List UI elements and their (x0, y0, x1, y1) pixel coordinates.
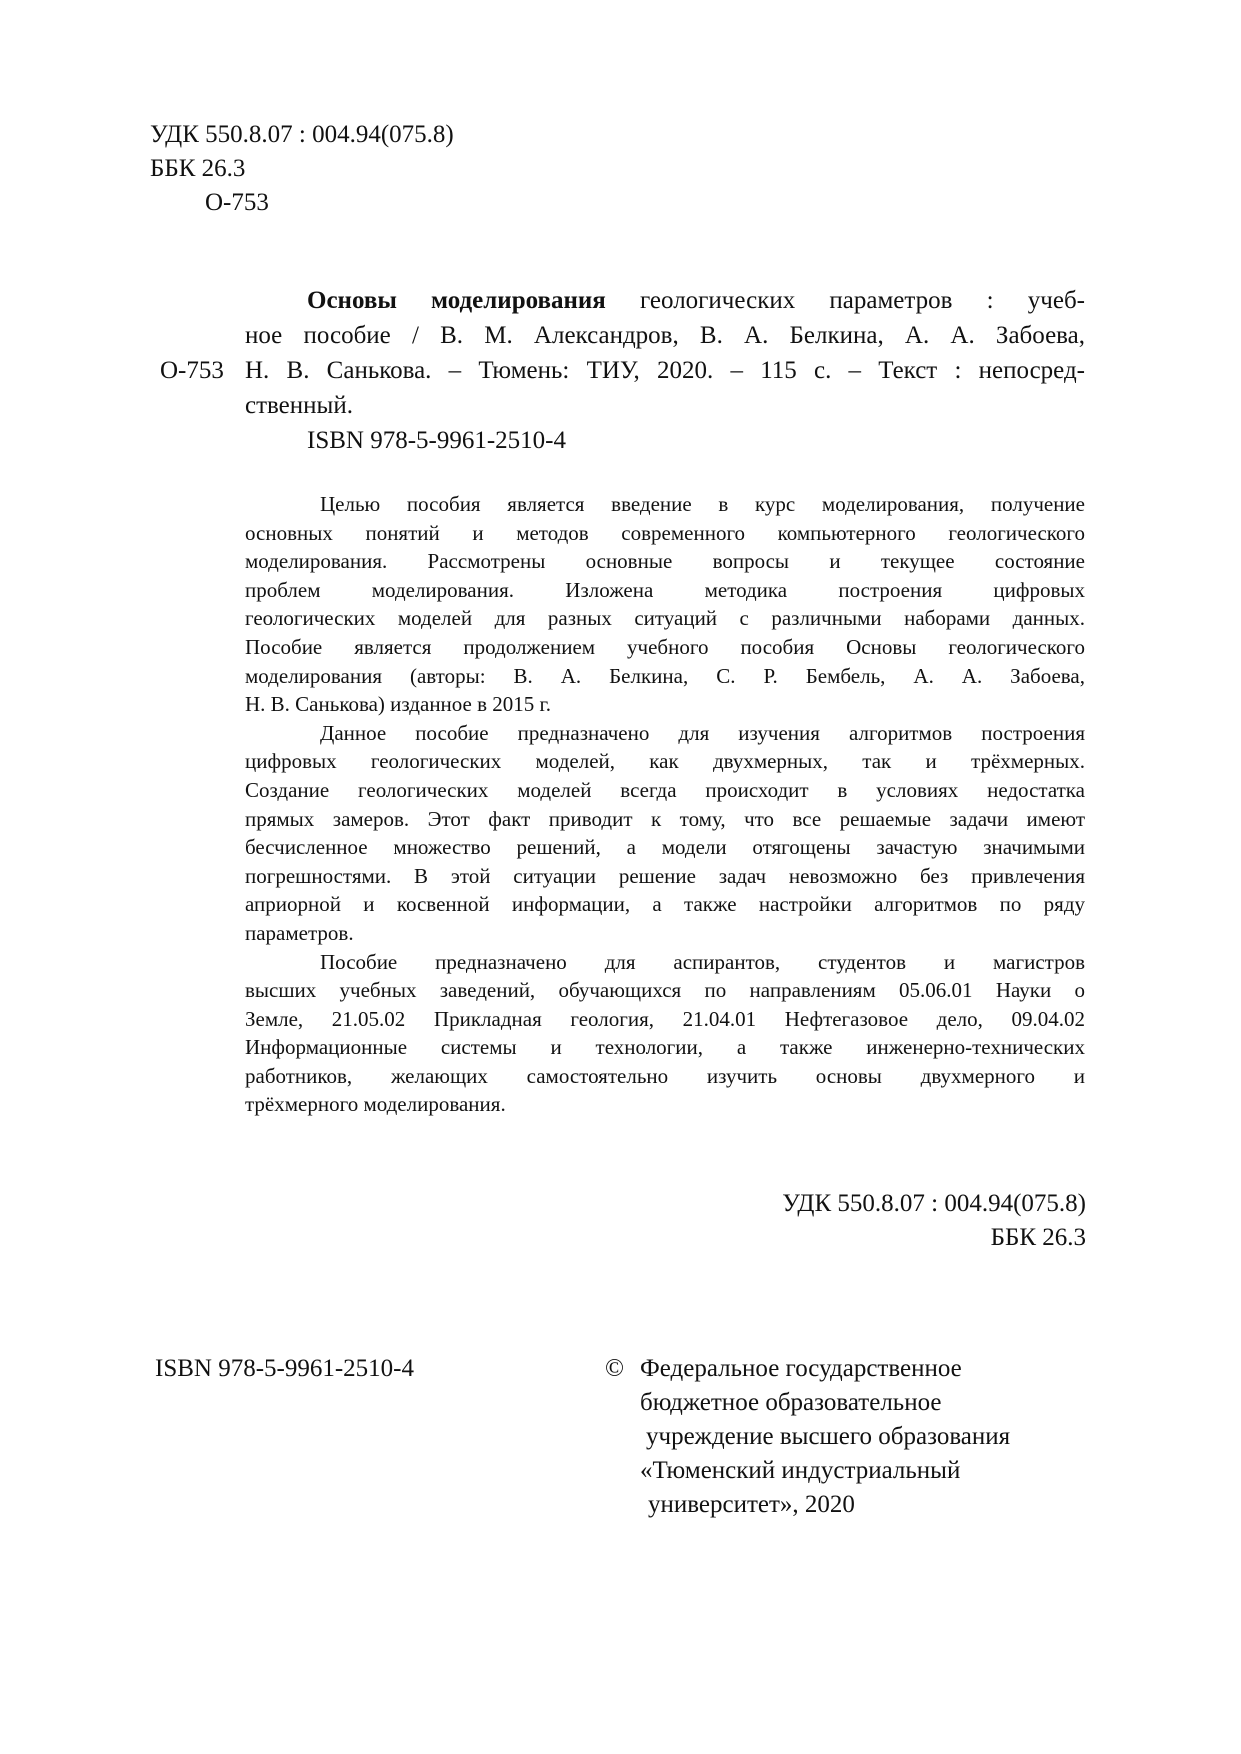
abstract-p2-line: цифровых геологических моделей, как двухмерных, так и трёхмерных. (245, 749, 1085, 774)
abstract (245, 490, 1085, 1119)
abstract-p2-line: прямых замеров. Этот факт приводит к тому, что все решаемые задачи имеют (245, 806, 1085, 831)
abstract-p3-line: трёхмерного моделирования. (245, 1092, 506, 1117)
right-udk: УДК 550.8.07 : 004.94(075.8) (782, 1190, 1086, 1217)
abstract-p3-line: Земле, 21.05.02 Прикладная геология, 21.04.01 Нефтегазовое дело, 09.04.02 (245, 1006, 1085, 1031)
abstract-p2-line: Создание геологических моделей всегда происходит в условиях недостатка (245, 777, 1085, 802)
right-bbk: ББК 26.3 (990, 1224, 1086, 1251)
copyright-block (640, 1352, 1010, 1522)
abstract-p1-line: основных понятий и методов современного компьютерного геологического (245, 520, 1085, 545)
abstract-p1-line: геологических моделей для разных ситуаций с различными наборами данных. (245, 606, 1085, 631)
top-udk: УДК 550.8.07 : 004.94(075.8) (150, 121, 454, 148)
abstract-p1-line: моделирования. Рассмотрены основные вопросы и текущее состояние (245, 549, 1085, 574)
top-classification (150, 118, 454, 220)
reference-line-1-rest: геологических параметров : учеб- (605, 287, 1085, 314)
footer-isbn: ISBN 978-5-9961-2510-4 (155, 1355, 415, 1382)
abstract-p2-line: априорной и косвенной информации, а также настройки алгоритмов по ряду (245, 892, 1085, 917)
copyright-line: университет», 2020 (648, 1491, 855, 1518)
abstract-p2-line: бесчисленное множество решений, а модели отягощены зачастую значимыми (245, 835, 1085, 860)
abstract-p2-line: погрешностями. В этой ситуации решение задач невозможно без привлечения (245, 863, 1085, 888)
top-bbk: ББК 26.3 (150, 155, 246, 182)
abstract-paragraph-3 (245, 948, 1085, 1120)
book-title: Основы моделирования (307, 287, 606, 314)
reference-line-1 (245, 283, 1085, 318)
abstract-p1-line: Пособие является продолжением учебного пособия Основы геологического (245, 634, 1085, 659)
abstract-p1-line: моделирования (авторы: В. А. Белкина, С. Р. Бембель, А. А. Забоева, (245, 663, 1085, 688)
reference-line-3: Н. В. Санькова. – Тюмень: ТИУ, 2020. – 115 с. – Текст : непосред- (245, 357, 1085, 384)
top-author-sign: О-753 (205, 189, 269, 216)
reference-isbn: ISBN 978-5-9961-2510-4 (307, 427, 567, 454)
abstract-p2-line: параметров. (245, 920, 354, 945)
copyright-sign: © (605, 1355, 624, 1382)
abstract-p3-line: высших учебных заведений, обучающихся по направлениям 05.06.01 Науки о (245, 978, 1085, 1003)
right-classification (782, 1187, 1086, 1255)
abstract-p1-line: проблем моделирования. Изложена методика построения цифровых (245, 577, 1085, 602)
reference-line-2: ное пособие / В. М. Александров, В. А. Белкина, А. А. Забоева, (245, 322, 1085, 349)
copyright-line: Федеральное государственное (640, 1355, 962, 1382)
copyright-line: учреждение высшего образования (646, 1423, 1011, 1450)
abstract-p1-line: Н. В. Санькова) изданное в 2015 г. (245, 692, 552, 717)
abstract-p3-line: Информационные системы и технологии, а также инженерно-технических (245, 1035, 1085, 1060)
abstract-paragraph-1 (245, 490, 1085, 719)
abstract-p2-line: Данное пособие предназначено для изучения алгоритмов построения (320, 720, 1085, 745)
abstract-p3-line: Пособие предназначено для аспирантов, студентов и магистров (320, 949, 1085, 974)
abstract-p1-line: Целью пособия является введение в курс моделирования, получение (320, 492, 1085, 516)
reference-author-sign: О-753 (160, 357, 224, 384)
abstract-paragraph-2 (245, 719, 1085, 948)
copyright-line: «Тюменский индустриальный (640, 1457, 961, 1484)
copyright-line: бюджетное образовательное (640, 1389, 942, 1416)
bibliographic-reference (245, 283, 1085, 458)
abstract-p3-line: работников, желающих самостоятельно изучить основы двухмерного и (245, 1063, 1085, 1088)
reference-line-4: ственный. (245, 392, 353, 419)
